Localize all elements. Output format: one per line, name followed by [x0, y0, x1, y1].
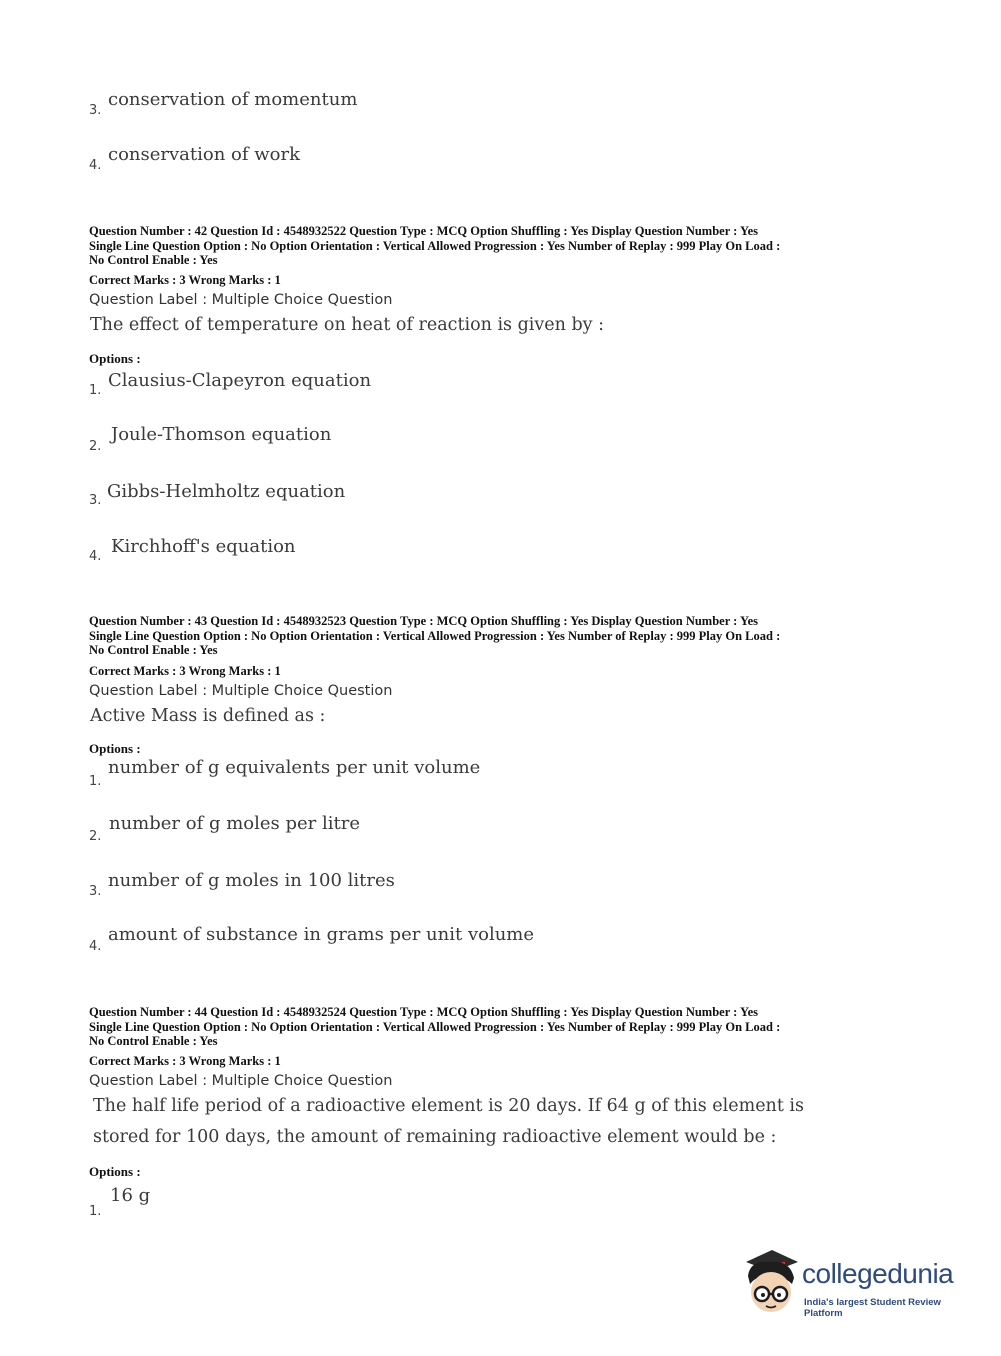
- option-text: Gibbs-Helmholtz equation: [107, 481, 346, 502]
- option-number: 3.: [89, 103, 102, 118]
- question-label: Question Label : Multiple Choice Question: [89, 1073, 393, 1089]
- question-meta: [89, 614, 929, 658]
- option-number: 4.: [89, 939, 102, 954]
- question-meta: [89, 1005, 929, 1049]
- option-text: amount of substance in grams per unit volume: [108, 924, 535, 945]
- logo-brand-text: collegedunia: [802, 1258, 954, 1289]
- option-text: 16 g: [110, 1185, 151, 1206]
- meta-line: No Control Enable : Yes: [89, 253, 218, 267]
- marks-line: Correct Marks : 3 Wrong Marks : 1: [89, 1054, 281, 1068]
- mascot-icon: [742, 1248, 800, 1318]
- meta-line: No Control Enable : Yes: [89, 1034, 218, 1048]
- option-text: conservation of momentum: [108, 89, 358, 110]
- option-text: number of g moles per litre: [109, 813, 360, 834]
- option-number: 4.: [89, 158, 102, 173]
- meta-line: Question Number : 43 Question Id : 4548932523 Question Type : MCQ Option Shuffling : Yes Display Question Number : Yes: [89, 614, 759, 628]
- question-text-line: The half life period of a radioactive element is 20 days. If 64 g of this element is: [93, 1096, 804, 1116]
- question-text-line: stored for 100 days, the amount of remaining radioactive element would be :: [93, 1127, 777, 1147]
- meta-line: Single Line Question Option : No Option Orientation : Vertical Allowed Progression : Yes Number of Replay : 999 Play On Load :: [89, 1019, 781, 1034]
- question-label: Question Label : Multiple Choice Question: [89, 683, 393, 699]
- option-number: 2.: [89, 829, 102, 844]
- option-text: number of g moles in 100 litres: [108, 870, 395, 891]
- question-meta: [89, 224, 929, 268]
- marks-line: Correct Marks : 3 Wrong Marks : 1: [89, 664, 281, 678]
- meta-line: Single Line Question Option : No Option Orientation : Vertical Allowed Progression : Yes Number of Replay : 999 Play On Load :: [89, 628, 781, 643]
- meta-line: Single Line Question Option : No Option Orientation : Vertical Allowed Progression : Yes Number of Replay : 999 Play On Load :: [89, 238, 781, 253]
- option-number: 3.: [89, 884, 102, 899]
- question-text: Active Mass is defined as :: [90, 706, 326, 726]
- meta-line: Question Number : 42 Question Id : 4548932522 Question Type : MCQ Option Shuffling : Yes Display Question Number : Yes: [89, 224, 759, 238]
- option-number: 3.: [89, 493, 102, 508]
- option-number: 1.: [89, 383, 102, 398]
- question-text: The effect of temperature on heat of reaction is given by :: [90, 315, 605, 335]
- option-text: number of g equivalents per unit volume: [108, 757, 481, 778]
- option-number: 1.: [89, 1204, 102, 1219]
- meta-line: Question Number : 44 Question Id : 4548932524 Question Type : MCQ Option Shuffling : Yes Display Question Number : Yes: [89, 1005, 759, 1019]
- option-number: 4.: [89, 549, 102, 564]
- option-number: 1.: [89, 774, 102, 789]
- options-label: Options :: [89, 351, 141, 366]
- option-text: Kirchhoff's equation: [111, 536, 296, 557]
- options-label: Options :: [89, 1164, 141, 1179]
- collegedunia-logo: [742, 1248, 972, 1318]
- option-number: 2.: [89, 439, 102, 454]
- option-text: Clausius-Clapeyron equation: [108, 370, 372, 391]
- meta-line: No Control Enable : Yes: [89, 643, 218, 657]
- option-text: Joule-Thomson equation: [111, 424, 332, 445]
- options-label: Options :: [89, 741, 141, 756]
- option-text: conservation of work: [108, 144, 301, 165]
- question-label: Question Label : Multiple Choice Question: [89, 292, 393, 308]
- logo-tagline: India's largest Student Review Platform: [804, 1297, 941, 1319]
- marks-line: Correct Marks : 3 Wrong Marks : 1: [89, 273, 281, 287]
